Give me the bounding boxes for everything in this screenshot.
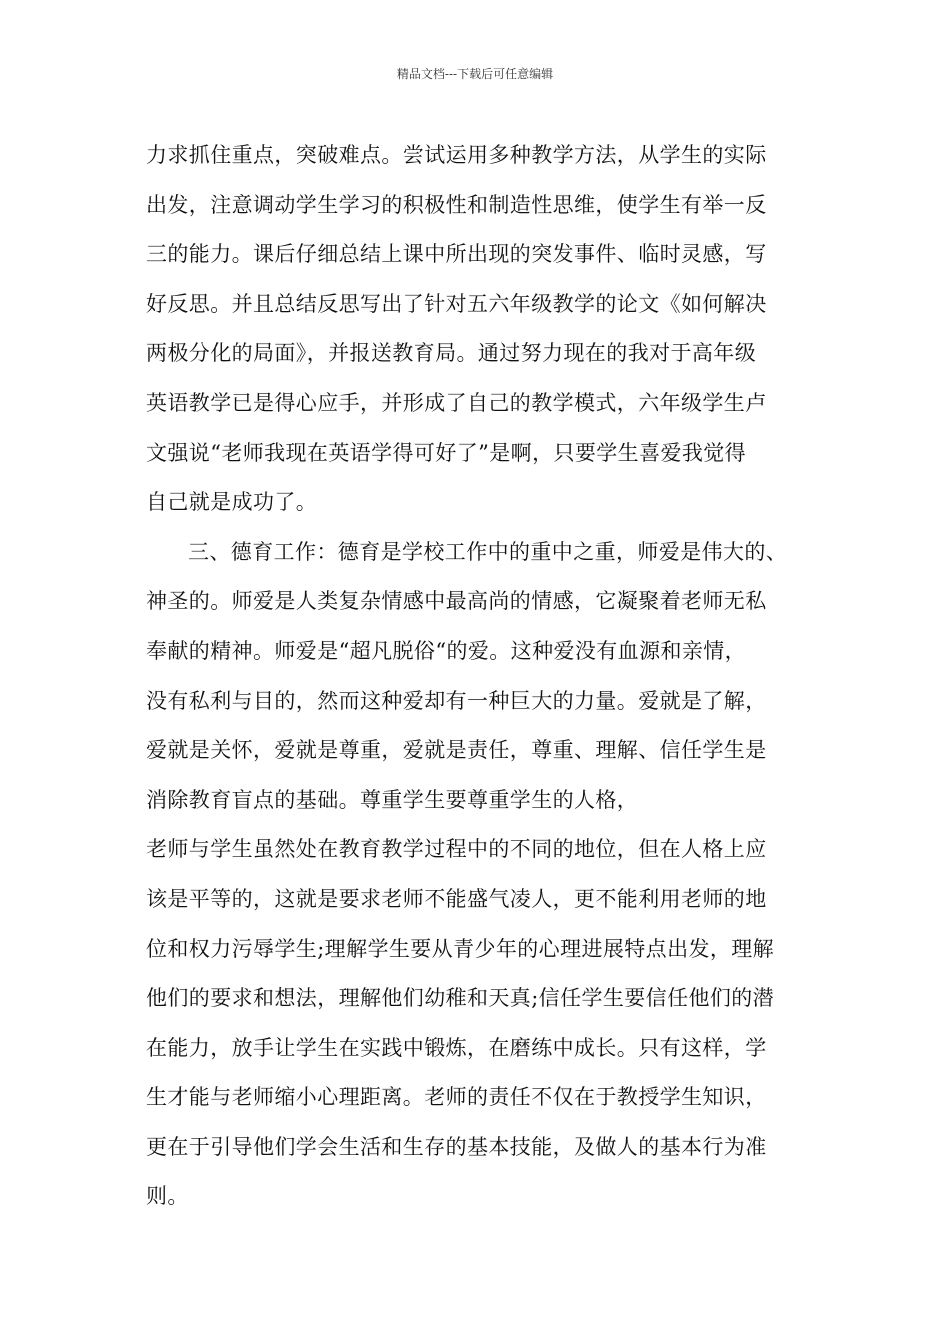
text-line: 更在于引导他们学会生活和生存的基本技能，及做人的基本行为准 [146,1134,767,1159]
text-line: 神圣的。师爱是人类复杂情感中最高尚的情感，它凝聚着老师无私 [146,589,767,614]
text-line: 自己就是成功了。 [146,490,318,515]
text-line: 爱就是关怀，爱就是尊重，爱就是责任，尊重、理解、信任学生是 [146,738,767,763]
text-line: 两极分化的局面》，并报送教育局。通过努力现在的我对于高年级 [146,341,757,366]
text-line-section-start: 三、德育工作：德育是学校工作中的重中之重，师爱是伟大的、 [188,539,788,564]
text-line: 三的能力。课后仔细总结上课中所出现的突发事件、临时灵感，写 [146,242,767,267]
text-line: 他们的要求和想法，理解他们幼稚和天真;信任学生要信任他们的潜 [146,986,775,1011]
text-line: 该是平等的，这就是要求老师不能盛气凌人，更不能利用老师的地 [146,886,767,911]
text-line: 位和权力污辱学生;理解学生要从青少年的心理进展特点出发，理解 [146,936,775,961]
text-line: 生才能与老师缩小心理距离。老师的责任不仅在于教授学生知识， [146,1085,767,1110]
text-line: 文强说“老师我现在英语学得可好了”是啊，只要学生喜爱我觉得 [146,440,747,465]
text-line: 奉献的精神。师爱是“超凡脱俗“的爱。这种爱没有血源和亲情， [146,638,747,663]
text-line: 出发，注意调动学生学习的积极性和制造性思维，使学生有举一反 [146,192,767,217]
text-line: 消除教育盲点的基础。尊重学生要尊重学生的人格， [146,787,639,812]
text-line: 在能力，放手让学生在实践中锻炼，在磨练中成长。只有这样，学 [146,1035,767,1060]
text-line: 没有私利与目的，然而这种爱却有一种巨大的力量。爱就是了解， [146,688,767,713]
page-header: 精品文档---下载后可任意编辑 [396,67,554,81]
text-line: 力求抓住重点，突破难点。尝试运用多种教学方法，从学生的实际 [146,143,767,167]
body-text [146,131,836,1222]
text-line: 英语教学已是得心应手，并形成了自己的教学模式，六年级学生卢 [146,390,767,415]
text-line: 老师与学生虽然处在教育教学过程中的不同的地位，但在人格上应 [146,837,767,862]
text-line: 则。 [146,1184,189,1209]
text-line: 好反思。并且总结反思写出了针对五六年级教学的论文《如何解决 [146,291,767,316]
